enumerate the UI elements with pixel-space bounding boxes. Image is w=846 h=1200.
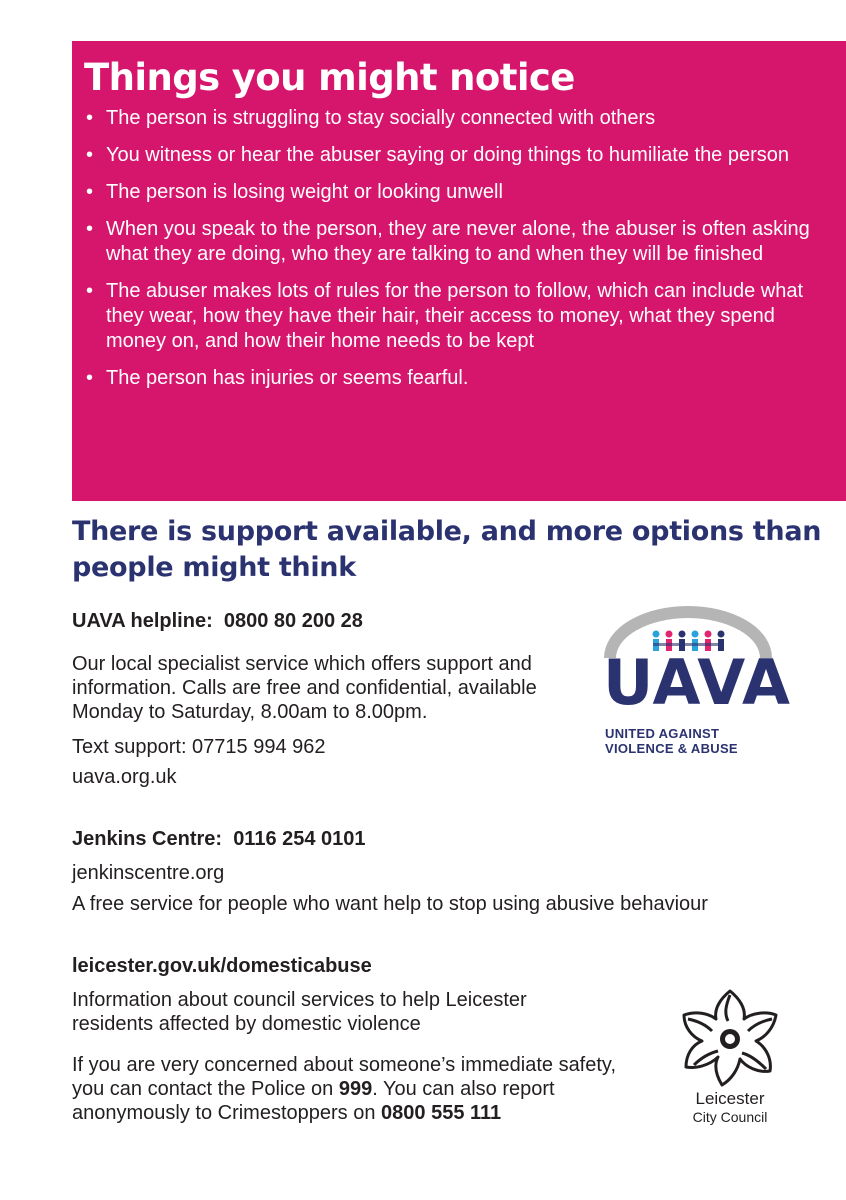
list-item	[84, 279, 822, 354]
bullet: •	[86, 107, 94, 129]
uava-description: Our local specialist service which offers support and information. Calls are free and confidential, available Monday to Saturday, 8.00am to 8.00pm.	[72, 653, 537, 723]
council-logo-line-2: City Council	[692, 1109, 768, 1125]
bullet: •	[86, 181, 94, 203]
council-link[interactable]: leicester.gov.uk/domesticabuse	[72, 955, 372, 977]
support-headline: There is support available, and more options than people might think	[72, 516, 822, 583]
uava-logo	[598, 606, 791, 756]
list-item	[84, 366, 822, 391]
list-item	[84, 106, 822, 131]
uava-helpline-label: UAVA helpline:	[72, 610, 213, 632]
jenkins-description: A free service for people who want help to stop using abusive behaviour	[72, 893, 708, 915]
list-item-text: The person is struggling to stay socially connected with others	[106, 107, 656, 129]
list-item-text: The person is losing weight or looking unwell	[106, 181, 503, 203]
crimestoppers-number[interactable]: 0800 555 111	[381, 1102, 502, 1124]
list-item	[84, 143, 822, 168]
police-number[interactable]: 999	[338, 1078, 373, 1100]
notice-list	[84, 106, 822, 391]
list-item	[84, 217, 822, 267]
jenkins-number[interactable]: 0116 254 0101	[233, 828, 366, 850]
uava-tagline-1: UNITED AGAINST	[605, 726, 720, 741]
jenkins-website-link[interactable]: jenkinscentre.org	[72, 862, 225, 884]
leicester-city-council-logo	[670, 985, 790, 1130]
police-text-1: If you are very concerned about someone’s immediate safety, you can contact the Police on	[72, 1054, 616, 1100]
jenkins-helpline	[72, 827, 366, 851]
list-item	[84, 180, 822, 205]
notice-title: Things you might notice	[84, 56, 575, 99]
jenkins-label: Jenkins Centre:	[72, 828, 223, 850]
council-description: Information about council services to help Leicester residents affected by domestic violence	[72, 989, 527, 1035]
bullet: •	[86, 218, 94, 240]
uava-text-support: Text support: 07715 994 962	[72, 736, 326, 758]
bullet: •	[86, 144, 94, 166]
leicester-rose-icon	[670, 985, 790, 1090]
list-item-text: The person has injuries or seems fearful.	[106, 367, 469, 389]
uava-website-link[interactable]: uava.org.uk	[72, 766, 177, 788]
uava-tagline-2: VIOLENCE & ABUSE	[605, 741, 738, 756]
bullet: •	[86, 280, 94, 302]
list-item-text: The abuser makes lots of rules for the person to follow, which can include what they wear, how they have their hair, their access to money, what they spend money on, and how their home needs to be kept	[106, 280, 804, 352]
uava-helpline-number[interactable]: 0800 80 200 28	[223, 610, 363, 632]
uava-wordmark: UAVA	[603, 646, 791, 719]
uava-helpline	[72, 609, 363, 633]
list-item-text: When you speak to the person, they are never alone, the abuser is often asking what they are doing, who they are talking to and when they will be finished	[106, 218, 810, 265]
notice-panel	[72, 41, 846, 501]
bullet: •	[86, 367, 94, 389]
police-text-2: . You can also report anonymously to Crimestoppers on	[72, 1078, 555, 1124]
list-item-text: You witness or hear the abuser saying or doing things to humiliate the person	[106, 144, 790, 166]
police-info	[72, 1053, 652, 1125]
council-logo-line-1: Leicester	[695, 1089, 765, 1108]
